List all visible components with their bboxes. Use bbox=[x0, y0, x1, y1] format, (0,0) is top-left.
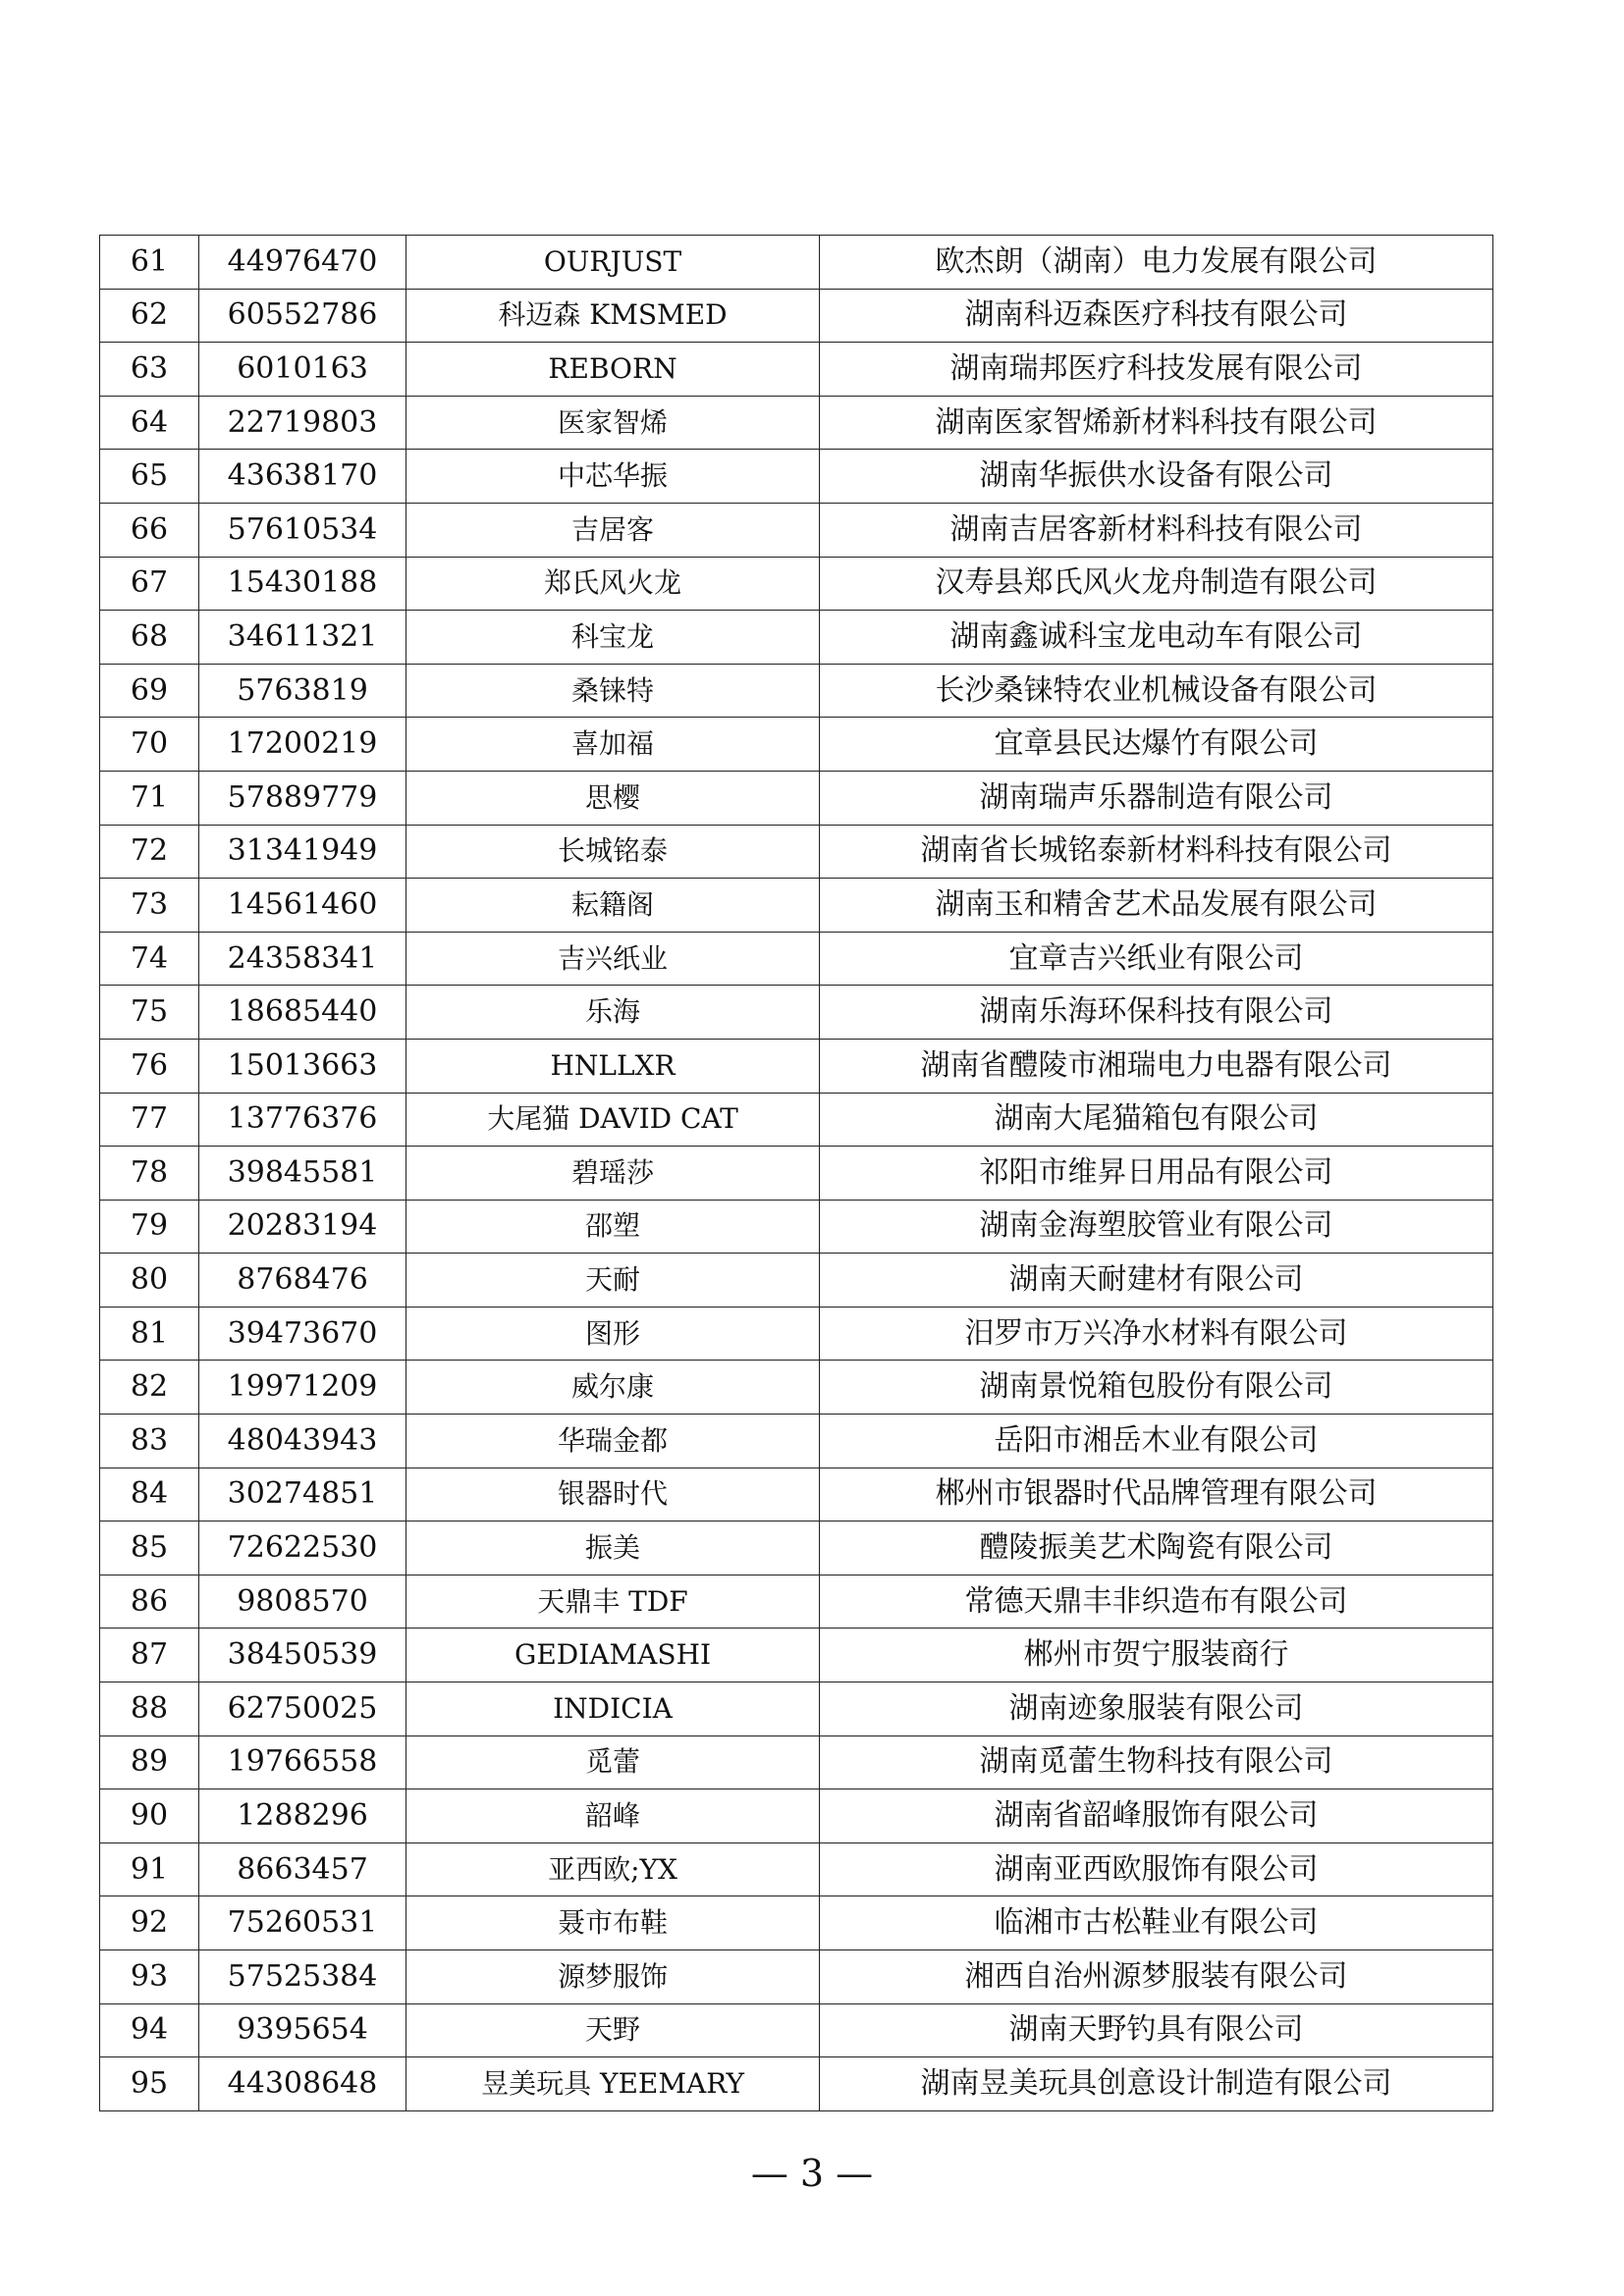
row-number-cell: 91 bbox=[100, 1842, 199, 1896]
company-name-cell: 郴州市银器时代品牌管理有限公司 bbox=[820, 1468, 1493, 1522]
table-body bbox=[100, 236, 1493, 2111]
row-number-cell: 78 bbox=[100, 1147, 199, 1201]
company-name-cell: 湖南觅蕾生物科技有限公司 bbox=[820, 1735, 1493, 1789]
registration-number-cell: 38450539 bbox=[199, 1629, 406, 1682]
trademark-name-cell: 图形 bbox=[406, 1307, 820, 1361]
trademark-name-cell: 昱美玩具 YEEMARY bbox=[406, 2057, 820, 2111]
table-row bbox=[100, 1682, 1493, 1736]
row-number-cell: 77 bbox=[100, 1093, 199, 1147]
table-row bbox=[100, 1522, 1493, 1575]
registration-number-cell: 17200219 bbox=[199, 718, 406, 772]
company-name-cell: 临湘市古松鞋业有限公司 bbox=[820, 1896, 1493, 1950]
row-number-cell: 70 bbox=[100, 718, 199, 772]
trademark-name-cell: REBORN bbox=[406, 343, 820, 397]
trademark-name-cell: 邵塑 bbox=[406, 1200, 820, 1254]
row-number-cell: 89 bbox=[100, 1735, 199, 1789]
trademark-name-cell: 中芯华振 bbox=[406, 450, 820, 504]
row-number-cell: 69 bbox=[100, 664, 199, 718]
table-row bbox=[100, 1093, 1493, 1147]
trademark-name-cell: 科迈森 KMSMED bbox=[406, 289, 820, 343]
table-row bbox=[100, 1200, 1493, 1254]
company-name-cell: 湖南科迈森医疗科技有限公司 bbox=[820, 289, 1493, 343]
registration-number-cell: 8663457 bbox=[199, 1842, 406, 1896]
table-row bbox=[100, 1789, 1493, 1843]
registration-number-cell: 44308648 bbox=[199, 2057, 406, 2111]
row-number-cell: 95 bbox=[100, 2057, 199, 2111]
registration-number-cell: 57610534 bbox=[199, 503, 406, 557]
trademark-name-cell: 喜加福 bbox=[406, 718, 820, 772]
trademark-name-cell: 华瑞金都 bbox=[406, 1415, 820, 1468]
row-number-cell: 88 bbox=[100, 1682, 199, 1736]
trademark-name-cell: 天耐 bbox=[406, 1254, 820, 1308]
company-name-cell: 湖南鑫诚科宝龙电动车有限公司 bbox=[820, 611, 1493, 665]
company-name-cell: 湖南医家智烯新材料科技有限公司 bbox=[820, 396, 1493, 450]
registration-number-cell: 8768476 bbox=[199, 1254, 406, 1308]
table-row bbox=[100, 2003, 1493, 2057]
trademark-name-cell: 吉兴纸业 bbox=[406, 932, 820, 986]
trademark-name-cell: 郑氏风火龙 bbox=[406, 557, 820, 611]
company-name-cell: 长沙桑铼特农业机械设备有限公司 bbox=[820, 664, 1493, 718]
table-row bbox=[100, 879, 1493, 933]
company-name-cell: 宜章县民达爆竹有限公司 bbox=[820, 718, 1493, 772]
trademark-table bbox=[99, 235, 1493, 2111]
row-number-cell: 87 bbox=[100, 1629, 199, 1682]
row-number-cell: 74 bbox=[100, 932, 199, 986]
trademark-name-cell: HNLLXR bbox=[406, 1039, 820, 1093]
trademark-name-cell: 医家智烯 bbox=[406, 396, 820, 450]
company-name-cell: 湖南景悦箱包股份有限公司 bbox=[820, 1361, 1493, 1415]
table-row bbox=[100, 1361, 1493, 1415]
row-number-cell: 71 bbox=[100, 771, 199, 825]
registration-number-cell: 62750025 bbox=[199, 1682, 406, 1736]
table-row bbox=[100, 1629, 1493, 1682]
row-number-cell: 90 bbox=[100, 1789, 199, 1843]
registration-number-cell: 34611321 bbox=[199, 611, 406, 665]
table-row bbox=[100, 611, 1493, 665]
row-number-cell: 76 bbox=[100, 1039, 199, 1093]
registration-number-cell: 44976470 bbox=[199, 236, 406, 290]
registration-number-cell: 75260531 bbox=[199, 1896, 406, 1950]
table-row bbox=[100, 236, 1493, 290]
company-name-cell: 湖南瑞邦医疗科技发展有限公司 bbox=[820, 343, 1493, 397]
registration-number-cell: 60552786 bbox=[199, 289, 406, 343]
trademark-name-cell: 长城铭泰 bbox=[406, 825, 820, 879]
registration-number-cell: 43638170 bbox=[199, 450, 406, 504]
trademark-name-cell: 聂市布鞋 bbox=[406, 1896, 820, 1950]
trademark-name-cell: GEDIAMASHI bbox=[406, 1629, 820, 1682]
table-row bbox=[100, 1307, 1493, 1361]
company-name-cell: 郴州市贺宁服装商行 bbox=[820, 1629, 1493, 1682]
company-name-cell: 湖南省韶峰服饰有限公司 bbox=[820, 1789, 1493, 1843]
registration-number-cell: 6010163 bbox=[199, 343, 406, 397]
row-number-cell: 80 bbox=[100, 1254, 199, 1308]
registration-number-cell: 19971209 bbox=[199, 1361, 406, 1415]
row-number-cell: 62 bbox=[100, 289, 199, 343]
table-row bbox=[100, 1468, 1493, 1522]
trademark-name-cell: 韶峰 bbox=[406, 1789, 820, 1843]
table-row bbox=[100, 664, 1493, 718]
company-name-cell: 湖南玉和精舍艺术品发展有限公司 bbox=[820, 879, 1493, 933]
trademark-name-cell: 耘籍阁 bbox=[406, 879, 820, 933]
row-number-cell: 66 bbox=[100, 503, 199, 557]
company-name-cell: 湖南亚西欧服饰有限公司 bbox=[820, 1842, 1493, 1896]
table-row bbox=[100, 1896, 1493, 1950]
company-name-cell: 醴陵振美艺术陶瓷有限公司 bbox=[820, 1522, 1493, 1575]
row-number-cell: 81 bbox=[100, 1307, 199, 1361]
table-row bbox=[100, 1254, 1493, 1308]
row-number-cell: 75 bbox=[100, 986, 199, 1040]
table-row bbox=[100, 932, 1493, 986]
company-name-cell: 欧杰朗（湖南）电力发展有限公司 bbox=[820, 236, 1493, 290]
trademark-name-cell: 源梦服饰 bbox=[406, 1950, 820, 2004]
company-name-cell: 湖南华振供水设备有限公司 bbox=[820, 450, 1493, 504]
registration-number-cell: 19766558 bbox=[199, 1735, 406, 1789]
company-name-cell: 岳阳市湘岳木业有限公司 bbox=[820, 1415, 1493, 1468]
row-number-cell: 68 bbox=[100, 611, 199, 665]
table-row bbox=[100, 1575, 1493, 1629]
registration-number-cell: 72622530 bbox=[199, 1522, 406, 1575]
table-row bbox=[100, 450, 1493, 504]
registration-number-cell: 22719803 bbox=[199, 396, 406, 450]
registration-number-cell: 14561460 bbox=[199, 879, 406, 933]
registration-number-cell: 31341949 bbox=[199, 825, 406, 879]
company-name-cell: 湘西自治州源梦服装有限公司 bbox=[820, 1950, 1493, 2004]
row-number-cell: 94 bbox=[100, 2003, 199, 2057]
trademark-name-cell: 天鼎丰 TDF bbox=[406, 1575, 820, 1629]
row-number-cell: 63 bbox=[100, 343, 199, 397]
row-number-cell: 86 bbox=[100, 1575, 199, 1629]
registration-number-cell: 5763819 bbox=[199, 664, 406, 718]
table-row bbox=[100, 1147, 1493, 1201]
row-number-cell: 64 bbox=[100, 396, 199, 450]
table-row bbox=[100, 1415, 1493, 1468]
trademark-name-cell: 亚西欧;YX bbox=[406, 1842, 820, 1896]
trademark-name-cell: 乐海 bbox=[406, 986, 820, 1040]
page-number: — 3 — bbox=[750, 2152, 874, 2195]
row-number-cell: 67 bbox=[100, 557, 199, 611]
row-number-cell: 92 bbox=[100, 1896, 199, 1950]
company-name-cell: 祁阳市维昇日用品有限公司 bbox=[820, 1147, 1493, 1201]
row-number-cell: 93 bbox=[100, 1950, 199, 2004]
company-name-cell: 宜章吉兴纸业有限公司 bbox=[820, 932, 1493, 986]
table-row bbox=[100, 986, 1493, 1040]
row-number-cell: 61 bbox=[100, 236, 199, 290]
trademark-name-cell: 银器时代 bbox=[406, 1468, 820, 1522]
table-row bbox=[100, 1950, 1493, 2004]
company-name-cell: 湖南天耐建材有限公司 bbox=[820, 1254, 1493, 1308]
table-row bbox=[100, 289, 1493, 343]
registration-number-cell: 30274851 bbox=[199, 1468, 406, 1522]
row-number-cell: 85 bbox=[100, 1522, 199, 1575]
trademark-name-cell: 威尔康 bbox=[406, 1361, 820, 1415]
trademark-name-cell: 觅蕾 bbox=[406, 1735, 820, 1789]
company-name-cell: 汉寿县郑氏风火龙舟制造有限公司 bbox=[820, 557, 1493, 611]
row-number-cell: 83 bbox=[100, 1415, 199, 1468]
company-name-cell: 湖南省长城铭泰新材料科技有限公司 bbox=[820, 825, 1493, 879]
trademark-name-cell: 振美 bbox=[406, 1522, 820, 1575]
row-number-cell: 73 bbox=[100, 879, 199, 933]
trademark-name-cell: 天野 bbox=[406, 2003, 820, 2057]
trademark-name-cell: 大尾猫 DAVID CAT bbox=[406, 1093, 820, 1147]
registration-number-cell: 20283194 bbox=[199, 1200, 406, 1254]
company-name-cell: 湖南瑞声乐器制造有限公司 bbox=[820, 771, 1493, 825]
table-row bbox=[100, 825, 1493, 879]
registration-number-cell: 13776376 bbox=[199, 1093, 406, 1147]
registration-number-cell: 9808570 bbox=[199, 1575, 406, 1629]
company-name-cell: 湖南吉居客新材料科技有限公司 bbox=[820, 503, 1493, 557]
company-name-cell: 湖南天野钓具有限公司 bbox=[820, 2003, 1493, 2057]
company-name-cell: 湖南金海塑胶管业有限公司 bbox=[820, 1200, 1493, 1254]
table-row bbox=[100, 1039, 1493, 1093]
row-number-cell: 82 bbox=[100, 1361, 199, 1415]
registration-number-cell: 48043943 bbox=[199, 1415, 406, 1468]
trademark-name-cell: OURJUST bbox=[406, 236, 820, 290]
company-name-cell: 常德天鼎丰非织造布有限公司 bbox=[820, 1575, 1493, 1629]
table-row bbox=[100, 1735, 1493, 1789]
company-name-cell: 汨罗市万兴净水材料有限公司 bbox=[820, 1307, 1493, 1361]
registration-number-cell: 15430188 bbox=[199, 557, 406, 611]
table-row bbox=[100, 771, 1493, 825]
table-row bbox=[100, 718, 1493, 772]
registration-number-cell: 57889779 bbox=[199, 771, 406, 825]
company-name-cell: 湖南昱美玩具创意设计制造有限公司 bbox=[820, 2057, 1493, 2111]
registration-number-cell: 39845581 bbox=[199, 1147, 406, 1201]
registration-number-cell: 1288296 bbox=[199, 1789, 406, 1843]
registration-number-cell: 39473670 bbox=[199, 1307, 406, 1361]
company-name-cell: 湖南乐海环保科技有限公司 bbox=[820, 986, 1493, 1040]
registration-number-cell: 57525384 bbox=[199, 1950, 406, 2004]
row-number-cell: 65 bbox=[100, 450, 199, 504]
table-row bbox=[100, 557, 1493, 611]
registration-number-cell: 9395654 bbox=[199, 2003, 406, 2057]
trademark-name-cell: INDICIA bbox=[406, 1682, 820, 1736]
company-name-cell: 湖南大尾猫箱包有限公司 bbox=[820, 1093, 1493, 1147]
trademark-name-cell: 桑铼特 bbox=[406, 664, 820, 718]
row-number-cell: 72 bbox=[100, 825, 199, 879]
registration-number-cell: 18685440 bbox=[199, 986, 406, 1040]
table-row bbox=[100, 396, 1493, 450]
trademark-name-cell: 碧瑶莎 bbox=[406, 1147, 820, 1201]
table-row bbox=[100, 2057, 1493, 2111]
registration-number-cell: 24358341 bbox=[199, 932, 406, 986]
trademark-name-cell: 吉居客 bbox=[406, 503, 820, 557]
row-number-cell: 84 bbox=[100, 1468, 199, 1522]
table-row bbox=[100, 1842, 1493, 1896]
trademark-name-cell: 思樱 bbox=[406, 771, 820, 825]
table-row bbox=[100, 343, 1493, 397]
registration-number-cell: 15013663 bbox=[199, 1039, 406, 1093]
company-name-cell: 湖南迹象服装有限公司 bbox=[820, 1682, 1493, 1736]
table-row bbox=[100, 503, 1493, 557]
trademark-name-cell: 科宝龙 bbox=[406, 611, 820, 665]
row-number-cell: 79 bbox=[100, 1200, 199, 1254]
company-name-cell: 湖南省醴陵市湘瑞电力电器有限公司 bbox=[820, 1039, 1493, 1093]
